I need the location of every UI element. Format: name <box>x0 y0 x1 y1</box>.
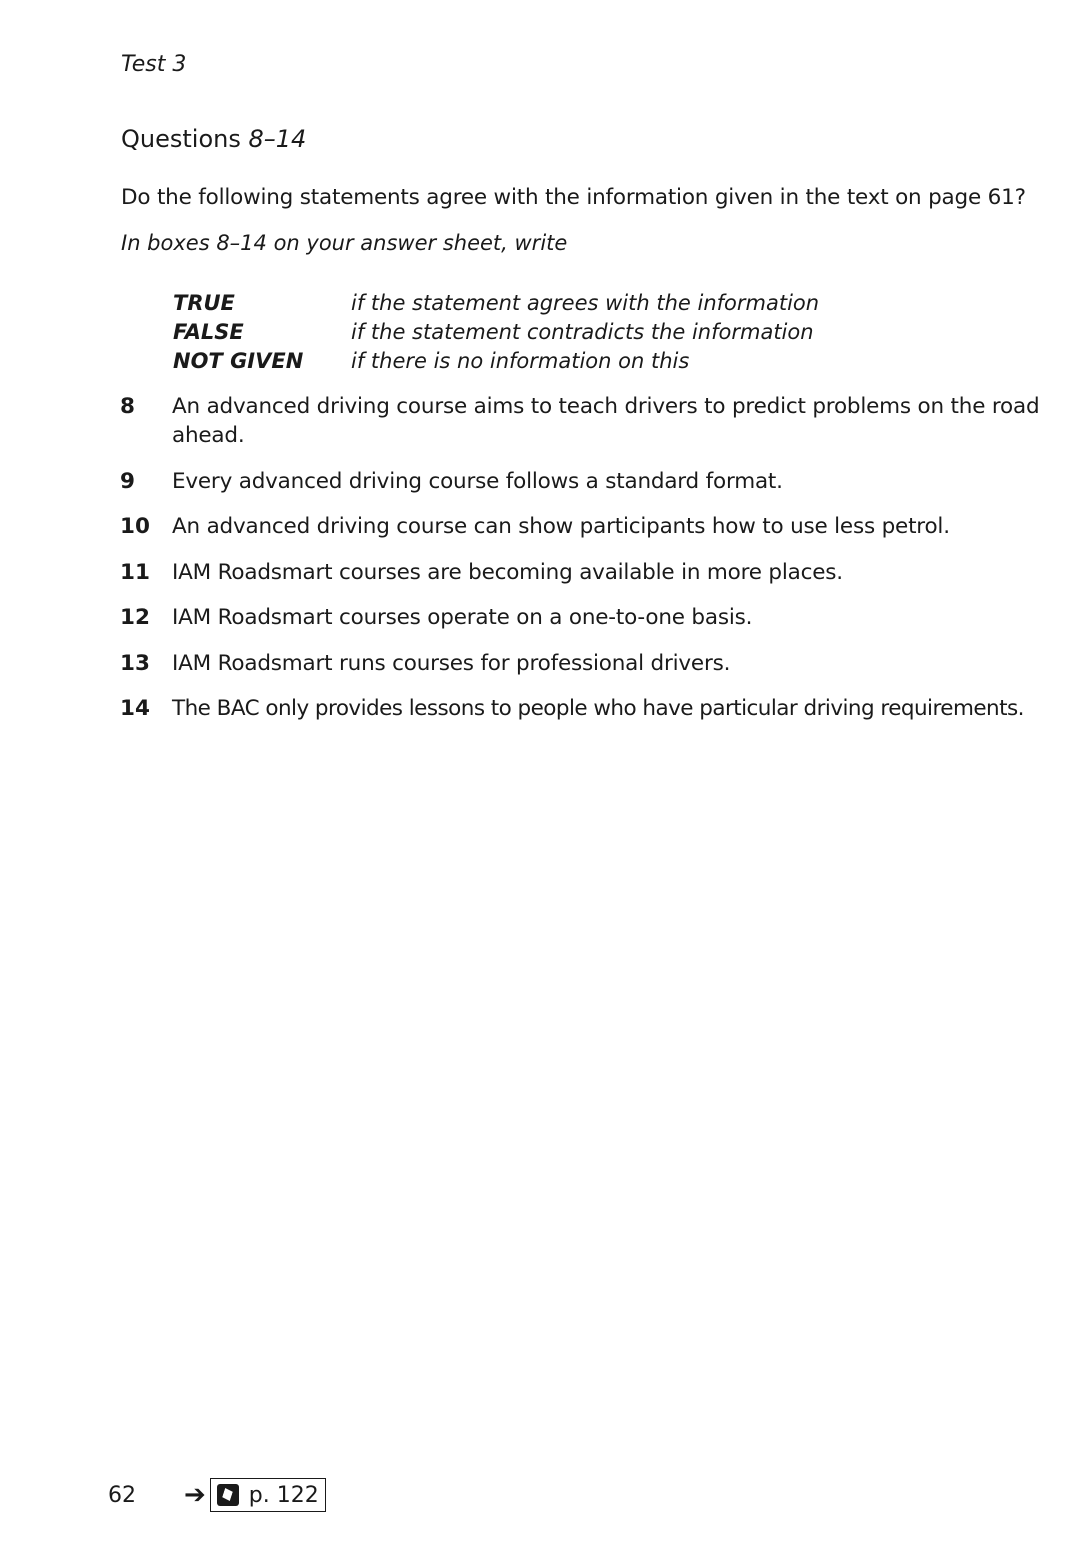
section-heading <box>121 125 306 153</box>
key-term: FALSE <box>173 319 244 344</box>
instruction-text: Do the following statements agree with the information given in the text on page 61? <box>121 185 1026 210</box>
question-item <box>120 558 1050 587</box>
question-item <box>120 694 1050 723</box>
question-text: Every advanced driving course follows a standard format. <box>172 468 783 494</box>
question-item <box>120 603 1050 632</box>
key-row-not-given <box>173 346 819 375</box>
question-number: 9 <box>120 468 135 494</box>
key-definition: if the statement agrees with the information <box>351 290 820 315</box>
key-definition: if the statement contradicts the information <box>351 319 814 344</box>
answer-key-icon <box>217 1484 239 1506</box>
instruction-subtext: In boxes 8–14 on your answer sheet, write <box>121 231 568 255</box>
answer-key-reference[interactable] <box>210 1478 326 1512</box>
question-list <box>120 392 1050 740</box>
key-definition: if there is no information on this <box>351 348 690 373</box>
key-term: TRUE <box>173 290 235 315</box>
question-number: 12 <box>120 605 150 630</box>
question-item <box>120 512 1050 541</box>
section-heading-prefix: Questions <box>121 125 241 153</box>
question-text: The BAC only provides lessons to people who have particular driving requirements. <box>172 696 1024 721</box>
question-text: IAM Roadsmart runs courses for professional drivers. <box>172 650 731 676</box>
page-footer <box>108 1477 326 1513</box>
test-label: Test 3 <box>121 52 187 77</box>
question-item <box>120 392 1050 450</box>
question-number: 11 <box>120 559 150 585</box>
key-term: NOT GIVEN <box>173 348 304 373</box>
section-heading-range: 8–14 <box>248 125 307 153</box>
question-text: IAM Roadsmart courses operate on a one-to-one basis. <box>172 605 753 630</box>
question-item <box>120 467 1050 496</box>
question-text: IAM Roadsmart courses are becoming available in more places. <box>172 559 843 585</box>
question-number: 14 <box>120 696 150 721</box>
question-text: An advanced driving course can show participants how to use less petrol. <box>172 514 950 539</box>
answer-key-table <box>173 288 819 375</box>
right-arrow-icon: ➔ <box>184 1480 206 1510</box>
reference-page: p. 122 <box>248 1482 319 1508</box>
page-number: 62 <box>108 1482 136 1508</box>
question-number: 13 <box>120 650 150 676</box>
key-row-false <box>173 317 819 346</box>
question-number: 10 <box>120 514 150 539</box>
key-row-true <box>173 288 819 317</box>
question-text: An advanced driving course aims to teach drivers to predict problems on the road ahead. <box>172 394 1040 448</box>
question-number: 8 <box>120 394 135 419</box>
question-item <box>120 649 1050 678</box>
